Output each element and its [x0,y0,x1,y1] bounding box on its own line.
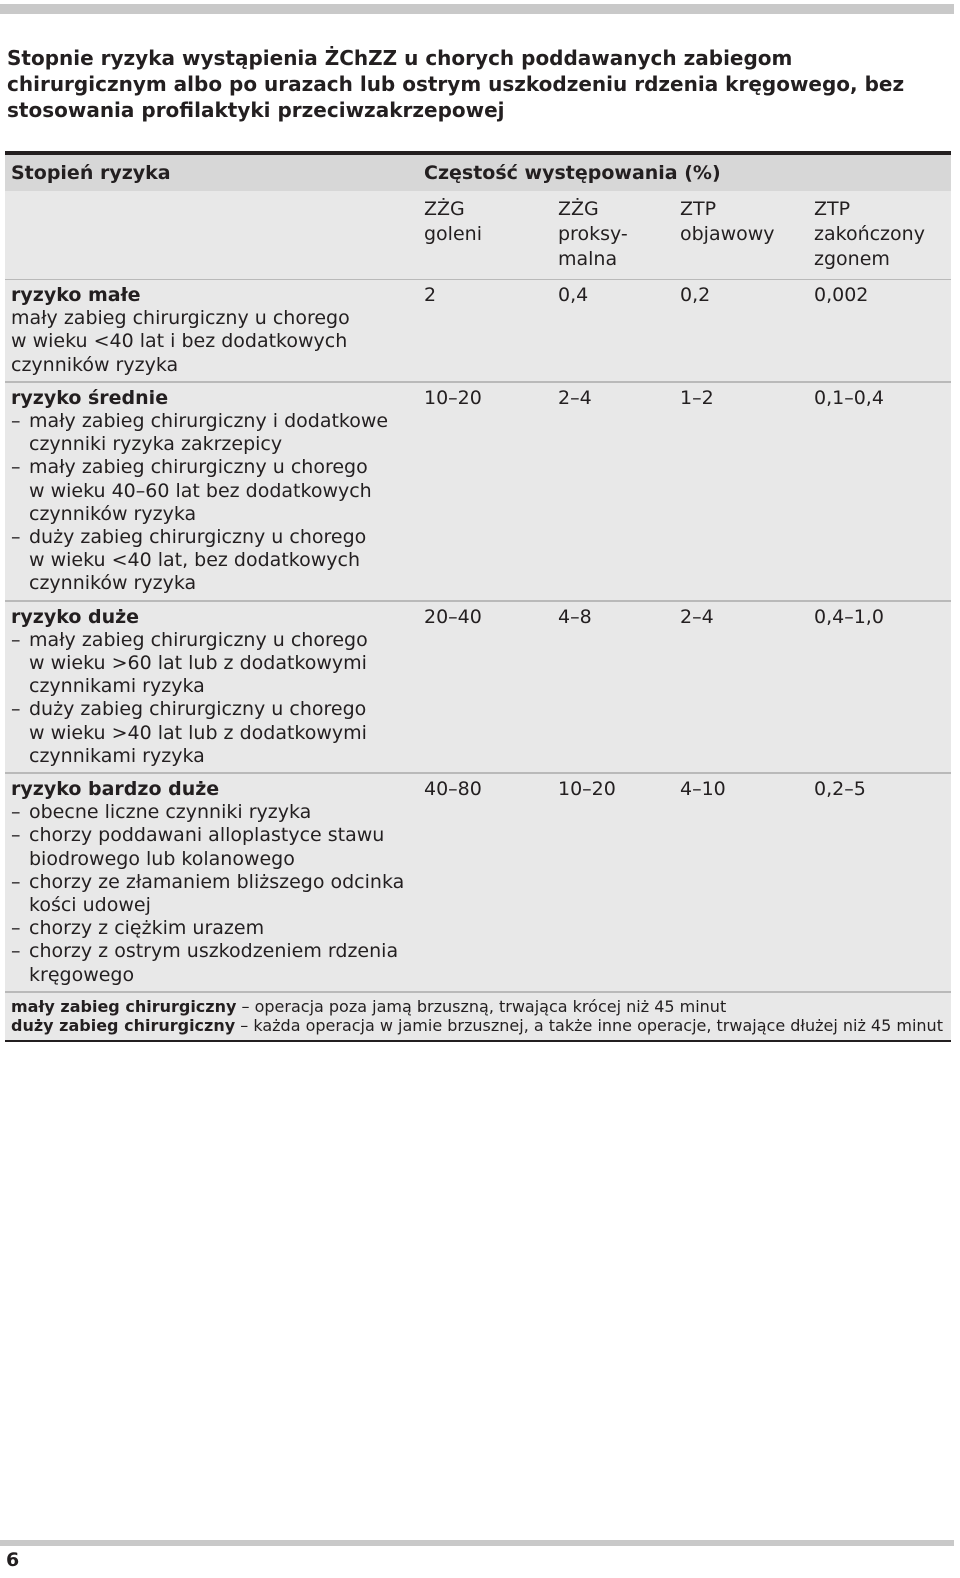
column-header-line: zgonem [814,248,890,270]
footnote-term: mały zabieg chirurgiczny [11,996,237,1016]
table-row [5,602,951,774]
risk-factor-line: kręgowego [29,963,135,986]
footnote-text: – każda operacja w jamie brzusznej, a także inne operacje, trwające dłużej niż 45 minut [235,1016,943,1036]
dash-bullet: – [11,940,21,963]
risk-description-line: w wieku <40 lat i bez dodatkowych [11,330,348,353]
table-header-main [5,155,951,191]
page-number: 6 [6,1549,20,1571]
dash-bullet: – [11,824,21,847]
risk-factor-line: duży zabieg chirurgiczny u chorego [29,526,367,549]
header-risk-label: Stopień ryzyka [11,162,171,184]
risk-factor-line: w wieku >60 lat lub z dodatkowymi [29,652,367,675]
column-header [558,197,628,272]
risk-description [5,774,411,991]
risk-description-line: czynników ryzyka [11,353,179,376]
risk-factor-line: w wieku 40–60 lat bez dodatkowych [29,479,372,502]
frequency-value: 0,4–1,0 [814,605,884,628]
risk-factor-line: obecne liczne czynniki ryzyka [29,801,312,824]
footnote [11,997,951,1017]
risk-description-line: mały zabieg chirurgiczny u chorego [11,307,350,330]
column-header-line: ZŻG [558,198,599,220]
dash-bullet: – [11,801,21,824]
risk-factor-item [11,940,411,986]
risk-factor-item [11,410,411,456]
risk-factor-item [11,871,411,917]
risk-factor-line: kości udowej [29,894,151,917]
risk-factor-line: czynnikami ryzyka [29,744,205,767]
frequency-value: 0,4 [558,284,589,306]
table-title: Stopnie ryzyka wystąpienia ŻChZZ u chorych poddawanych zabiegom chirurgicznym albo po urazach lub ostrym uszkodzeniu rdzenia kręgowego, bez stosowania profilaktyki przeciwzakrzepowej [7,46,905,122]
risk-factor-line: czynniki ryzyka zakrzepicy [29,433,283,456]
column-header-line: zakończony [814,223,925,245]
frequency-value: 4–8 [558,605,592,628]
frequency-value: 10–20 [424,386,482,409]
risk-level-title: ryzyko duże [11,605,140,628]
table-row [5,280,951,383]
header-frequency-label: Częstość występowania (%) [424,162,721,184]
risk-description [5,383,411,600]
risk-factor-item [11,526,411,596]
risk-factor-line: czynników ryzyka [29,502,197,525]
risk-factor-line: chorzy z ciężkim urazem [29,917,265,940]
risk-factor-item [11,629,411,699]
footnote [11,1016,951,1036]
footnote-term: duży zabieg chirurgiczny [11,1016,236,1036]
risk-factor-item [11,698,411,768]
risk-level-title: ryzyko bardzo duże [11,778,220,801]
column-header-line: ZŻG [424,198,465,220]
column-header [424,197,482,247]
frequency-value: 0,2–5 [814,778,866,801]
dash-bullet: – [11,410,21,433]
frequency-value: 2–4 [680,605,714,628]
table-body [5,280,951,993]
dash-bullet: – [11,526,21,549]
risk-factor-line: duży zabieg chirurgiczny u chorego [29,698,367,721]
column-header-line: ZTP [680,198,717,220]
risk-factor-item [11,824,411,870]
risk-level-title: ryzyko średnie [11,386,169,409]
risk-factor-line: czynników ryzyka [29,572,197,595]
risk-factor-line: mały zabieg chirurgiczny u chorego [29,628,368,651]
dash-bullet: – [11,628,21,651]
frequency-value: 0,1–0,4 [814,386,884,409]
frequency-value: 0,2 [680,284,711,306]
risk-factor-line: mały zabieg chirurgiczny u chorego [29,456,368,479]
risk-factor-line: chorzy poddawani alloplastyce stawu [29,824,385,847]
risk-description [5,280,411,381]
column-header-line: malna [558,248,618,270]
risk-factor-item [11,456,411,526]
frequency-value: 40–80 [424,778,482,801]
table-footnotes [5,993,951,1042]
dash-bullet: – [11,698,21,721]
table-row [5,774,951,993]
risk-factor-line: chorzy z ostrym uszkodzeniem rdzenia [29,940,399,963]
dash-bullet: – [11,456,21,479]
risk-factor-line: w wieku <40 lat, bez dodatkowych [29,549,360,572]
frequency-value: 1–2 [680,386,714,409]
dash-bullet: – [11,870,21,893]
column-header [680,197,775,247]
frequency-value: 20–40 [424,605,482,628]
table-header-columns [5,191,951,280]
risk-factor-item [11,801,411,824]
risk-description [5,602,411,772]
frequency-value: 4–10 [680,778,726,801]
column-header-line: goleni [424,223,482,245]
column-header-line: ZTP [814,198,851,220]
table-row [5,383,951,602]
frequency-value: 0,002 [814,284,869,306]
column-header-line: proksy- [558,223,628,245]
frequency-value: 10–20 [558,778,616,801]
risk-factor-line: mały zabieg chirurgiczny i dodatkowe [29,410,389,433]
top-rule [0,4,954,14]
risk-factor-line: czynnikami ryzyka [29,675,205,698]
frequency-value: 2 [424,284,437,306]
column-header [814,197,925,272]
bottom-rule [0,1540,954,1546]
footnote-text: – operacja poza jamą brzuszną, trwająca krócej niż 45 minut [236,996,727,1016]
risk-level-title: ryzyko małe [11,284,141,306]
risk-factor-line: w wieku >40 lat lub z dodatkowymi [29,721,367,744]
risk-table [5,151,951,1042]
risk-factor-line: chorzy ze złamaniem bliższego odcinka [29,870,405,893]
risk-factor-line: biodrowego lub kolanowego [29,847,295,870]
column-header-line: objawowy [680,223,775,245]
dash-bullet: – [11,917,21,940]
risk-factor-item [11,917,411,940]
frequency-value: 2–4 [558,386,592,409]
